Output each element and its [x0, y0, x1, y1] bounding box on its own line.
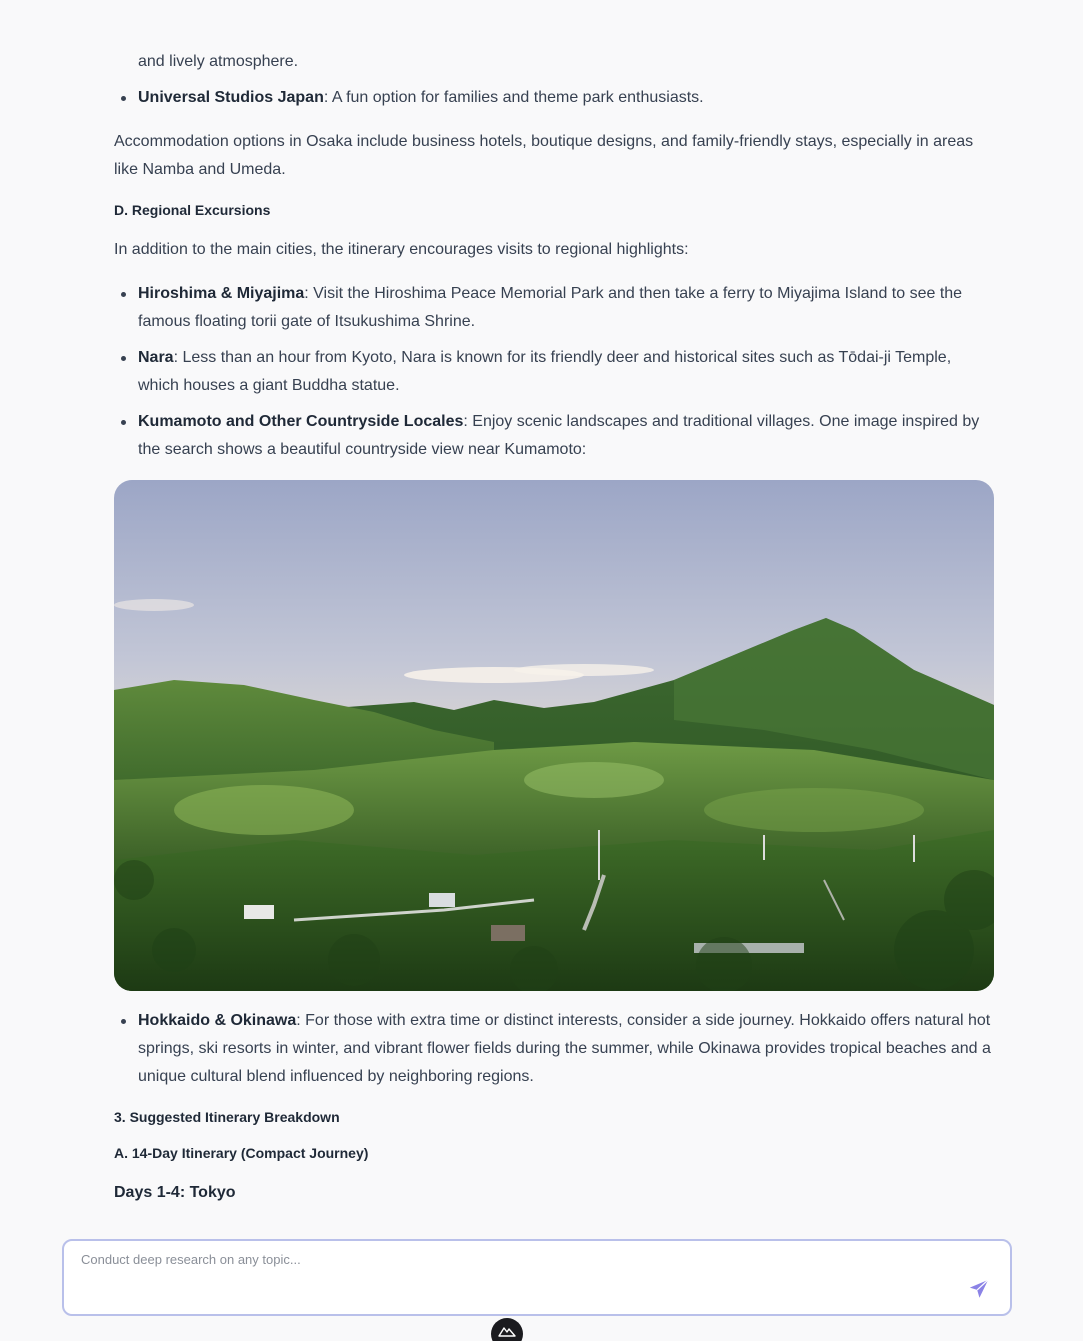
osaka-list — [114, 84, 994, 112]
app-logo-badge[interactable] — [491, 1318, 523, 1341]
list-item-title: Hokkaido & Okinawa — [138, 1012, 297, 1029]
regional-list — [114, 280, 994, 464]
paragraph-fragment: and lively atmosphere. — [138, 53, 299, 70]
regional-intro-paragraph: In addition to the main cities, the itinerary encourages visits to regional highlights: — [114, 241, 689, 258]
list-item-title: Hiroshima & Miyajima — [138, 285, 305, 302]
send-button[interactable] — [966, 1276, 992, 1302]
mountain-logo-icon — [498, 1325, 516, 1337]
list-item-text: : Visit the Hiroshima Peace Memorial Park and then take a ferry to Miyajima Island to see the famous floating torii gate of Itsukushima Shrine. — [138, 285, 963, 330]
regional-excursions-heading: D. Regional Excursions — [114, 202, 271, 218]
list-item-text: : Less than an hour from Kyoto, Nara is known for its friendly deer and historical sites such as Tōdai-ji Temple, which houses a giant Buddha statue. — [138, 349, 952, 394]
list-item — [114, 344, 994, 400]
paper-plane-icon — [968, 1278, 990, 1300]
list-item-title: Nara — [138, 349, 174, 366]
list-item — [114, 1007, 994, 1091]
research-composer[interactable] — [62, 1239, 1012, 1316]
list-item — [114, 84, 994, 112]
list-item — [114, 408, 994, 464]
list-item — [114, 280, 994, 336]
research-input[interactable] — [81, 1249, 941, 1269]
list-item-title: Universal Studios Japan — [138, 89, 324, 106]
osaka-accommodation-paragraph: Accommodation options in Osaka include business hotels, boutique designs, and family-friendly stays, especially in areas like Namba and Umeda. — [114, 133, 974, 178]
list-item-text: : Enjoy scenic landscapes and traditional villages. One image inspired by the search shows a beautiful countryside view near Kumamoto: — [138, 413, 980, 458]
itinerary-breakdown-heading: 3. Suggested Itinerary Breakdown — [114, 1109, 340, 1125]
days-tokyo-heading: Days 1-4: Tokyo — [114, 1184, 236, 1201]
fourteen-day-heading: A. 14-Day Itinerary (Compact Journey) — [114, 1145, 369, 1161]
kumamoto-countryside-image — [114, 480, 994, 991]
side-journey-list — [114, 1007, 994, 1091]
list-item-text: : For those with extra time or distinct interests, consider a side journey. Hokkaido offers natural hot springs, ski resorts in winter, and vibrant flower fields during the summer, while Okinawa provides tropical beaches and a unique cultural blend influenced by neighboring regions. — [138, 1012, 991, 1085]
list-item-title: Kumamoto and Other Countryside Locales — [138, 413, 464, 430]
list-item-text: : A fun option for families and theme park enthusiasts. — [323, 89, 704, 106]
